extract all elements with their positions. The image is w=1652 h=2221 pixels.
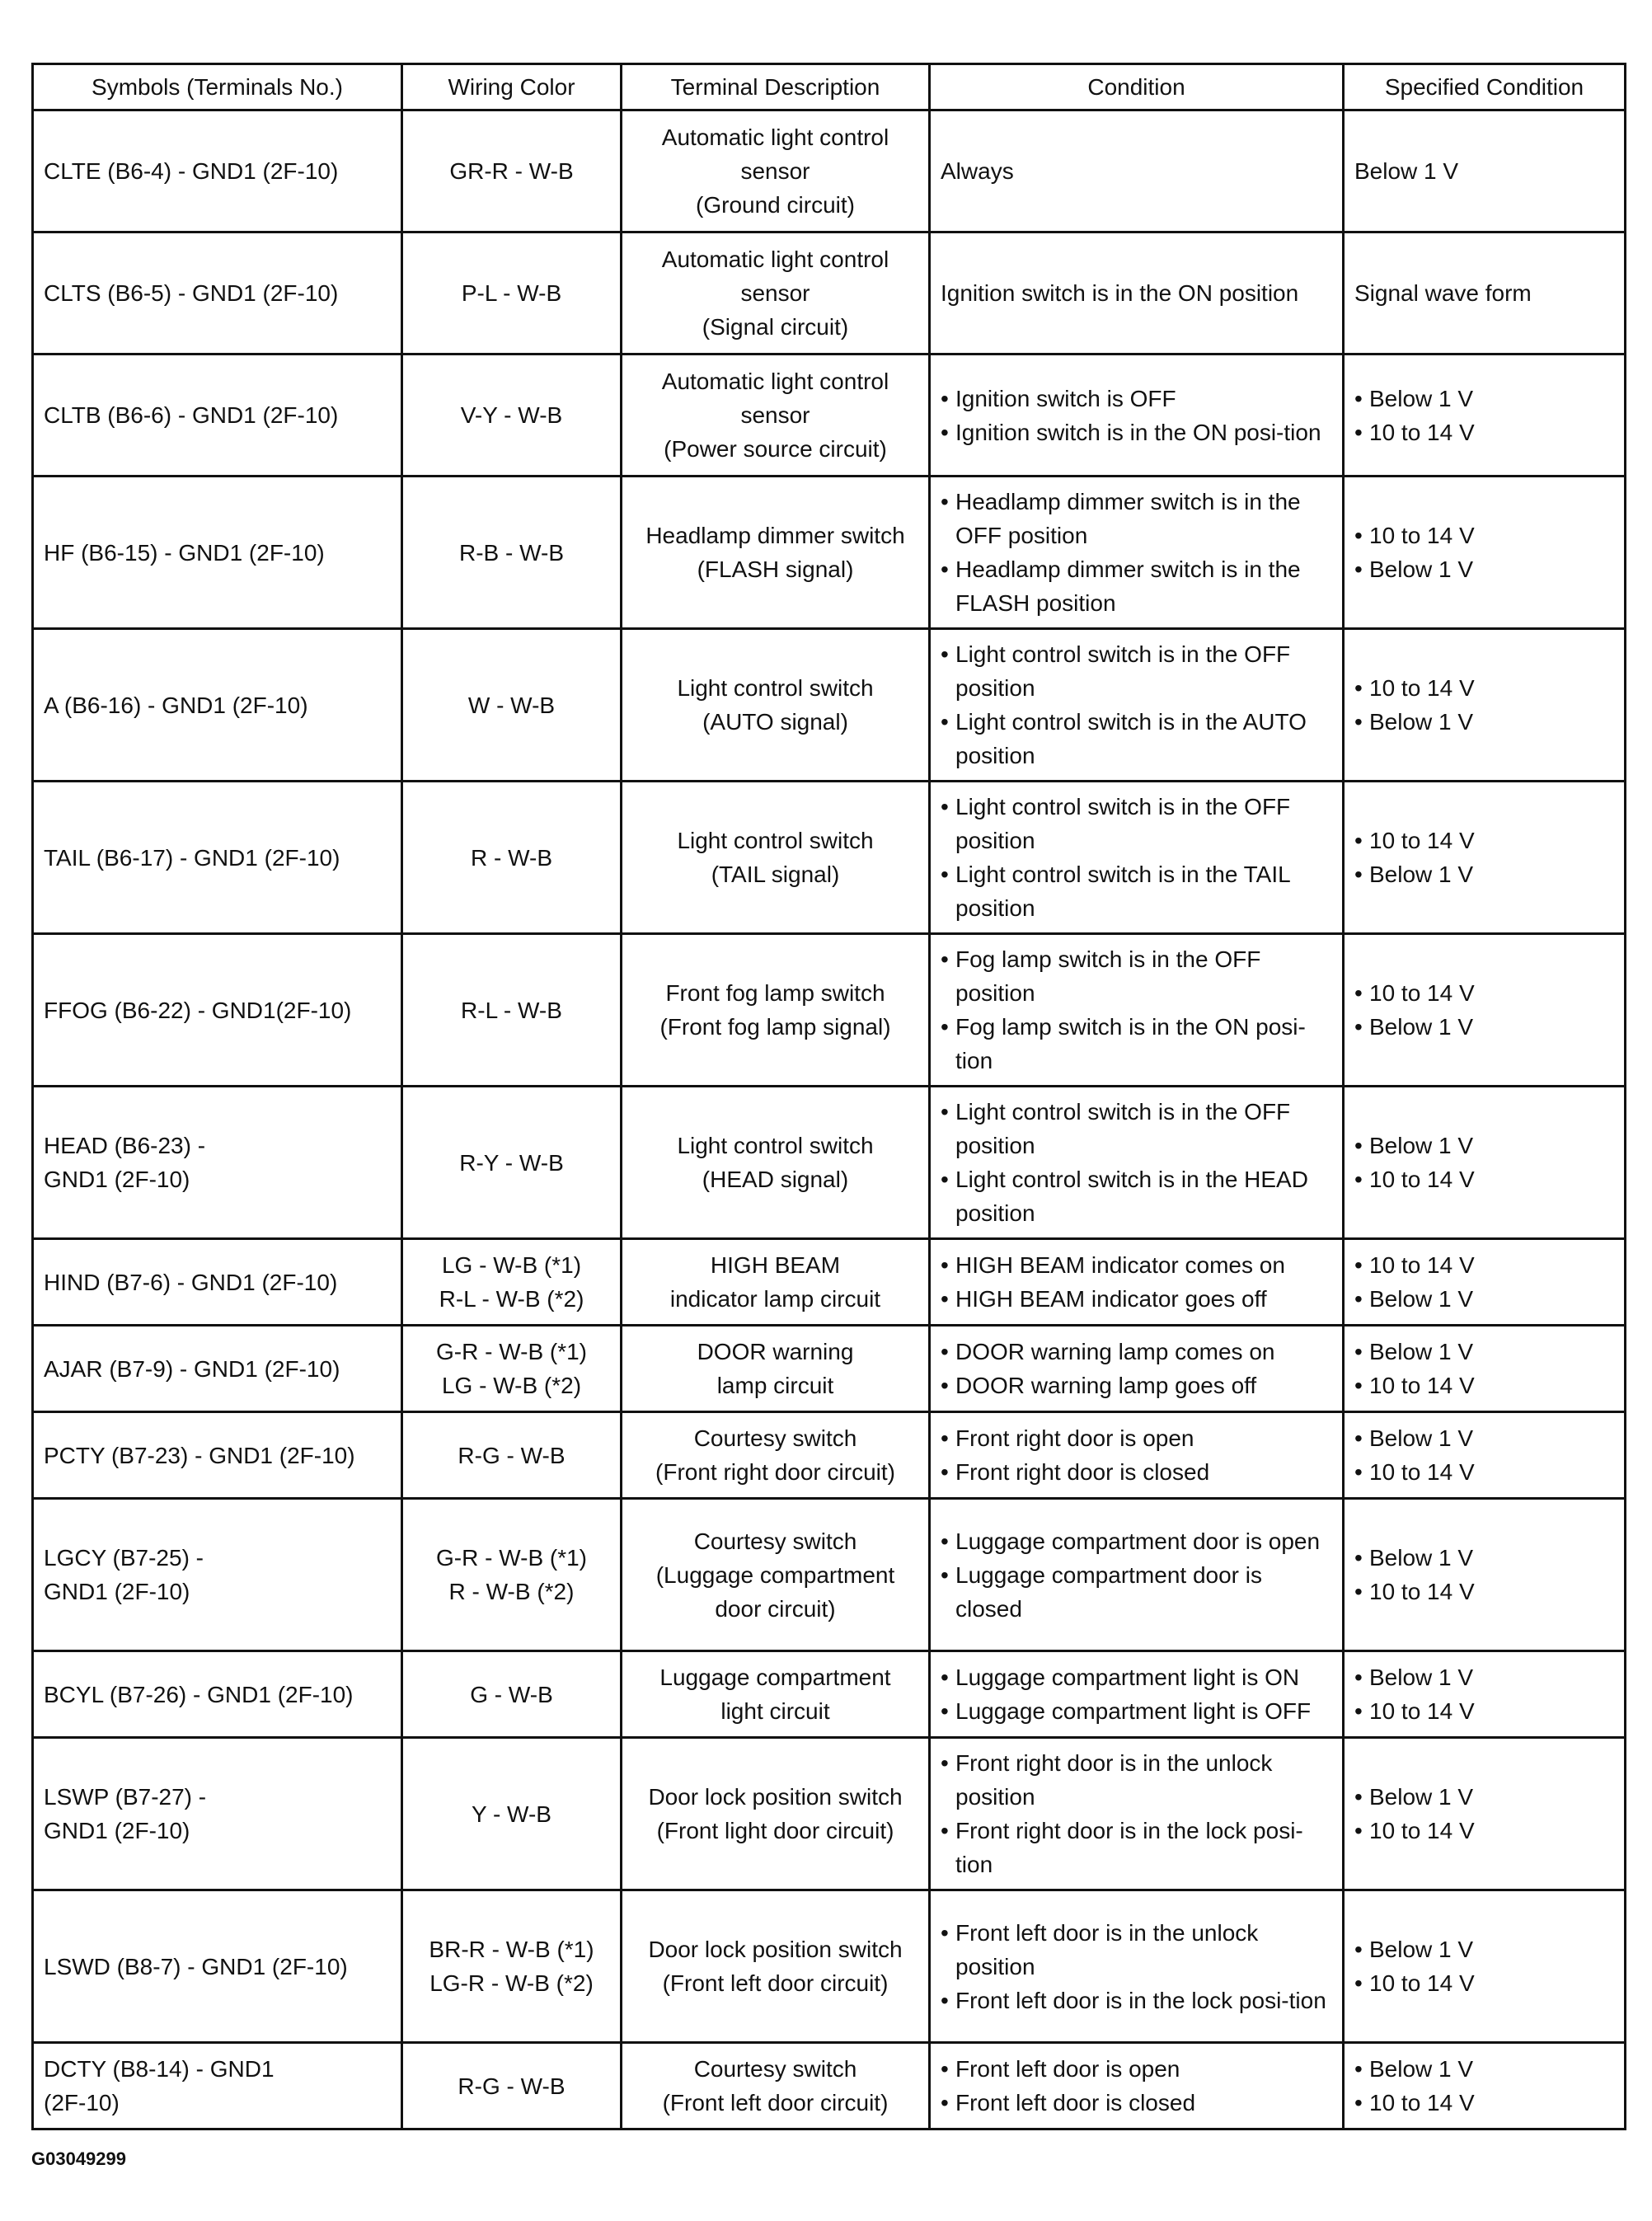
bullet-list (1354, 1129, 1614, 1196)
bullet-list (1354, 1335, 1614, 1402)
bullet-item: • 10 to 14 V (1354, 1162, 1614, 1196)
wiring-color-cell (402, 2043, 622, 2129)
cell-line: R-G - W-B (458, 1442, 566, 1468)
symbol-cell (33, 2043, 402, 2129)
cell-line: indicator lamp circuit (669, 1286, 881, 1312)
bullet-list (941, 382, 1332, 449)
cell-line: CLTB (B6-6) - GND1 (2F-10) (44, 402, 339, 428)
cell-line: GND1 (2F-10) (44, 1167, 190, 1192)
bullet-item: • 10 to 14 V (1354, 1369, 1614, 1402)
table-row (33, 1326, 1626, 1412)
cell-line: (Signal circuit) (702, 314, 849, 340)
bullet-item: • Front right door is in the lock posi-tion (941, 1814, 1332, 1881)
cell-line: LGCY (B7-25) - (44, 1545, 204, 1571)
cell-line: HF (B6-15) - GND1 (2F-10) (44, 539, 325, 566)
bullet-list (941, 637, 1332, 772)
symbol-cell (33, 1326, 402, 1412)
specified-condition-cell (1344, 1239, 1626, 1326)
cell-line: PCTY (B7-23) - GND1 (2F-10) (44, 1442, 355, 1468)
bullet-item: • Light control switch is in the OFF position (941, 1095, 1332, 1162)
cell-line: LSWD (B8-7) - GND1 (2F-10) (44, 1953, 348, 1979)
terminal-description-cell (622, 934, 930, 1087)
terminal-description-cell (622, 355, 930, 477)
figure-code: G03049299 (31, 2148, 126, 2169)
cell-line: GND1 (2F-10) (44, 1579, 190, 1604)
terminal-description-cell (622, 1651, 930, 1738)
table-row (33, 629, 1626, 782)
bullet-item: • Below 1 V (1354, 2052, 1614, 2086)
cell-line: DCTY (B8-14) - GND1 (44, 2056, 275, 2082)
condition-cell (930, 477, 1344, 629)
terminal-description-cell (622, 1499, 930, 1651)
table-row (33, 1890, 1626, 2043)
bullet-list (1354, 1248, 1614, 1316)
header-terminal-description: Terminal Description (622, 64, 930, 110)
cell-line: Light control switch (677, 1133, 874, 1158)
bullet-list (1354, 1541, 1614, 1608)
cell-line: R-L - W-B (461, 997, 562, 1023)
bullet-list (1354, 976, 1614, 1044)
bullet-item: • Light control switch is in the OFF position (941, 790, 1332, 857)
bullet-item: • Below 1 V (1354, 1541, 1614, 1575)
cell-line: sensor (740, 280, 810, 306)
cell-line: (Front left door circuit) (662, 2090, 889, 2115)
bullet-item: • Below 1 V (1354, 1282, 1614, 1316)
bullet-list (941, 1746, 1332, 1881)
bullet-item: • Below 1 V (1354, 1010, 1614, 1044)
cell-line: G - W-B (470, 1681, 553, 1707)
bullet-item: • 10 to 14 V (1354, 416, 1614, 449)
cell-line: BR-R - W-B (*1) (429, 1937, 594, 1962)
wiring-color-cell (402, 1738, 622, 1890)
cell-line: G-R - W-B (*1) (435, 1339, 588, 1364)
cell-line: Luggage compartment (659, 1665, 891, 1690)
terminal-description-cell (622, 782, 930, 934)
condition-cell (930, 1087, 1344, 1239)
table-row (33, 232, 1626, 355)
bullet-list (941, 1421, 1332, 1489)
cell-line: (AUTO signal) (702, 709, 848, 735)
specified-condition-cell: Signal wave form (1344, 232, 1626, 355)
bullet-item: • Below 1 V (1354, 705, 1614, 739)
condition-cell (930, 1890, 1344, 2043)
condition-cell (930, 1326, 1344, 1412)
symbol-cell (33, 1651, 402, 1738)
cell-line: R-B - W-B (458, 539, 565, 566)
wiring-color-cell (402, 232, 622, 355)
bullet-item: • Ignition switch is OFF (941, 382, 1332, 416)
condition-cell (930, 2043, 1344, 2129)
bullet-item: • 10 to 14 V (1354, 1455, 1614, 1489)
cell-line: (2F-10) (44, 2090, 120, 2115)
cell-line: Y - W-B (472, 1801, 551, 1827)
condition-cell (930, 1738, 1344, 1890)
table-row (33, 1738, 1626, 1890)
bullet-item: • Front right door is in the unlock position (941, 1746, 1332, 1814)
bullet-item: • 10 to 14 V (1354, 1966, 1614, 2000)
condition-cell (930, 1239, 1344, 1326)
specified-condition-cell (1344, 934, 1626, 1087)
cell-line: BCYL (B7-26) - GND1 (2F-10) (44, 1681, 354, 1707)
bullet-list (941, 1335, 1332, 1402)
cell-line: DOOR warning (697, 1339, 854, 1364)
terminal-description-cell (622, 1326, 930, 1412)
specified-condition-cell (1344, 355, 1626, 477)
condition-cell (930, 1412, 1344, 1499)
bullet-list (941, 1524, 1332, 1626)
wiring-color-cell (402, 1087, 622, 1239)
table-row (33, 934, 1626, 1087)
condition-cell (930, 1499, 1344, 1651)
terminal-description-cell (622, 1087, 930, 1239)
condition-cell (930, 1651, 1344, 1738)
specified-condition-cell: Below 1 V (1344, 110, 1626, 232)
terminal-description-cell (622, 1890, 930, 2043)
bullet-list (1354, 824, 1614, 891)
cell-line: sensor (740, 402, 810, 428)
cell-line: AJAR (B7-9) - GND1 (2F-10) (44, 1355, 340, 1382)
bullet-item: • Front left door is in the unlock position (941, 1916, 1332, 1984)
cell-line: (HEAD signal) (702, 1167, 849, 1192)
bullet-item: • Light control switch is in the OFF position (941, 637, 1332, 705)
terminal-description-cell (622, 1412, 930, 1499)
cell-line: LSWP (B7-27) - (44, 1784, 207, 1810)
bullet-list (941, 1660, 1332, 1728)
bullet-list (1354, 1932, 1614, 2000)
bullet-item: • Below 1 V (1354, 857, 1614, 891)
table-row (33, 1412, 1626, 1499)
cell-line: Courtesy switch (693, 1425, 857, 1451)
bullet-item: • 10 to 14 V (1354, 1575, 1614, 1608)
bullet-item: • Fog lamp switch is in the ON posi-tion (941, 1010, 1332, 1078)
cell-line: GND1 (2F-10) (44, 1818, 190, 1843)
wiring-color-cell (402, 1412, 622, 1499)
cell-line: Courtesy switch (693, 1528, 857, 1554)
bullet-item: • Front left door is in the lock posi-tion (941, 1984, 1332, 2017)
wiring-color-cell (402, 1890, 622, 2043)
specified-condition-cell (1344, 1738, 1626, 1890)
table-body (33, 110, 1626, 2129)
cell-line: FFOG (B6-22) - GND1(2F-10) (44, 997, 352, 1023)
symbol-cell (33, 355, 402, 477)
symbol-cell (33, 1499, 402, 1651)
wiring-color-cell (402, 1651, 622, 1738)
cell-line: Door lock position switch (648, 1784, 903, 1810)
bullet-list (941, 1095, 1332, 1230)
bullet-item: • HIGH BEAM indicator comes on (941, 1248, 1332, 1282)
bullet-item: • Front left door is open (941, 2052, 1332, 2086)
bullet-list (1354, 2052, 1614, 2120)
table-row (33, 1087, 1626, 1239)
cell-line: (Front right door circuit) (655, 1459, 895, 1485)
specified-condition-cell (1344, 629, 1626, 782)
condition-cell (930, 629, 1344, 782)
cell-line: Automatic light control (661, 124, 889, 150)
cell-line: R - W-B (470, 844, 553, 871)
bullet-item: • Front right door is open (941, 1421, 1332, 1455)
cell-line: Front fog lamp switch (665, 980, 885, 1006)
cell-line: TAIL (B6-17) - GND1 (2F-10) (44, 844, 340, 871)
cell-line: A (B6-16) - GND1 (2F-10) (44, 692, 308, 718)
bullet-item: • Below 1 V (1354, 1335, 1614, 1369)
cell-line: R-Y - W-B (459, 1149, 564, 1176)
cell-line: Automatic light control (661, 369, 889, 394)
cell-line: door circuit) (715, 1595, 836, 1622)
bullet-item: • Below 1 V (1354, 1421, 1614, 1455)
wiring-color-cell (402, 782, 622, 934)
bullet-list (941, 942, 1332, 1078)
bullet-list (941, 1916, 1332, 2017)
header-row (33, 64, 1626, 110)
cell-line: LG - W-B (*1) (441, 1252, 582, 1278)
specified-condition-cell (1344, 1412, 1626, 1499)
bullet-list (1354, 1780, 1614, 1848)
cell-line: LG-R - W-B (*2) (429, 1970, 594, 1996)
bullet-item: • Below 1 V (1354, 1932, 1614, 1966)
specified-condition-cell (1344, 477, 1626, 629)
wiring-color-cell (402, 355, 622, 477)
bullet-list (1354, 671, 1614, 739)
bullet-item: • 10 to 14 V (1354, 976, 1614, 1010)
terminal-description-cell (622, 1239, 930, 1326)
specified-condition-cell (1344, 1499, 1626, 1651)
bullet-item: • Below 1 V (1354, 1129, 1614, 1162)
cell-line: light circuit (720, 1698, 830, 1724)
symbol-cell (33, 1087, 402, 1239)
bullet-item: • Light control switch is in the TAIL position (941, 857, 1332, 925)
cell-line: V-Y - W-B (460, 402, 563, 428)
bullet-list (941, 1248, 1332, 1316)
terminal-description-cell (622, 2043, 930, 2129)
symbol-cell (33, 1412, 402, 1499)
cell-line: GR-R - W-B (449, 158, 574, 184)
cell-line: (Ground circuit) (696, 192, 855, 218)
wiring-color-cell (402, 629, 622, 782)
specified-condition-cell (1344, 1651, 1626, 1738)
cell-line: (FLASH signal) (697, 556, 854, 582)
condition-cell: Always (930, 110, 1344, 232)
header-symbols: Symbols (Terminals No.) (33, 64, 402, 110)
cell-line: lamp circuit (716, 1373, 834, 1398)
table-row (33, 355, 1626, 477)
symbol-cell (33, 629, 402, 782)
table-row (33, 1651, 1626, 1738)
bullet-item: • 10 to 14 V (1354, 824, 1614, 857)
cell-line: CLTE (B6-4) - GND1 (2F-10) (44, 158, 339, 184)
cell-line: LG - W-B (*2) (441, 1373, 582, 1398)
condition-cell (930, 355, 1344, 477)
cell-line: (Front left door circuit) (662, 1970, 889, 1996)
cell-line: Automatic light control (661, 247, 889, 272)
cell-line: W - W-B (467, 692, 556, 718)
symbol-cell (33, 477, 402, 629)
table-row (33, 782, 1626, 934)
table-row (33, 477, 1626, 629)
bullet-list (941, 485, 1332, 620)
symbol-cell (33, 1239, 402, 1326)
symbol-cell (33, 1738, 402, 1890)
wiring-color-cell (402, 1326, 622, 1412)
bullet-list (1354, 382, 1614, 449)
bullet-list (1354, 1421, 1614, 1489)
cell-line: P-L - W-B (461, 280, 562, 306)
bullet-item: • 10 to 14 V (1354, 1814, 1614, 1848)
terminal-description-cell (622, 232, 930, 355)
specified-condition-cell (1344, 1890, 1626, 2043)
cell-line: Courtesy switch (693, 2056, 857, 2082)
table-row (33, 2043, 1626, 2129)
bullet-item: • Light control switch is in the HEAD position (941, 1162, 1332, 1230)
cell-line: CLTS (B6-5) - GND1 (2F-10) (44, 280, 339, 306)
bullet-list (1354, 519, 1614, 586)
header-wiring-color: Wiring Color (402, 64, 622, 110)
bullet-item: • 10 to 14 V (1354, 671, 1614, 705)
bullet-item: • 10 to 14 V (1354, 1694, 1614, 1728)
bullet-item: • Luggage compartment light is OFF (941, 1694, 1332, 1728)
bullet-item: • Fog lamp switch is in the OFF position (941, 942, 1332, 1010)
specified-condition-cell (1344, 782, 1626, 934)
wiring-color-cell (402, 1499, 622, 1651)
cell-line: G-R - W-B (*1) (435, 1545, 588, 1571)
terminal-description-cell (622, 110, 930, 232)
bullet-item: • Below 1 V (1354, 382, 1614, 416)
condition-cell (930, 782, 1344, 934)
header-specified-condition: Specified Condition (1344, 64, 1626, 110)
bullet-item: • DOOR warning lamp comes on (941, 1335, 1332, 1369)
bullet-item: • HIGH BEAM indicator goes off (941, 1282, 1332, 1316)
cell-line: (TAIL signal) (711, 862, 840, 887)
bullet-item: • Luggage compartment door is open (941, 1524, 1332, 1558)
bullet-item: • DOOR warning lamp goes off (941, 1369, 1332, 1402)
specified-condition-cell (1344, 2043, 1626, 2129)
table-row (33, 110, 1626, 232)
cell-line: R-G - W-B (458, 2073, 566, 2099)
cell-line: (Front fog lamp signal) (659, 1014, 891, 1040)
bullet-item: • Luggage compartment door is closed (941, 1558, 1332, 1626)
bullet-item: • Below 1 V (1354, 552, 1614, 586)
cell-line: (Power source circuit) (664, 436, 887, 462)
table-row (33, 1239, 1626, 1326)
cell-line: (Luggage compartment (655, 1561, 895, 1588)
cell-line: Light control switch (677, 828, 874, 853)
bullet-item: • Headlamp dimmer switch is in the OFF position (941, 485, 1332, 552)
bullet-item: • 10 to 14 V (1354, 519, 1614, 552)
terminal-description-cell (622, 629, 930, 782)
symbol-cell (33, 934, 402, 1087)
bullet-list (941, 790, 1332, 925)
cell-line: R-L - W-B (*2) (439, 1286, 584, 1312)
wiring-color-cell (402, 477, 622, 629)
header-condition: Condition (930, 64, 1344, 110)
cell-line: (Front light door circuit) (656, 1818, 894, 1843)
bullet-item: • Below 1 V (1354, 1660, 1614, 1694)
wiring-color-cell (402, 934, 622, 1087)
cell-line: HIGH BEAM (710, 1252, 841, 1278)
cell-line: sensor (740, 158, 810, 184)
bullet-item: • 10 to 14 V (1354, 1248, 1614, 1282)
bullet-item: • Front right door is closed (941, 1455, 1332, 1489)
bullet-item: • Luggage compartment light is ON (941, 1660, 1332, 1694)
cell-line: Headlamp dimmer switch (645, 523, 905, 548)
bullet-item: • Ignition switch is in the ON posi-tion (941, 416, 1332, 449)
specified-condition-cell (1344, 1087, 1626, 1239)
condition-cell: Ignition switch is in the ON position (930, 232, 1344, 355)
cell-line: HEAD (B6-23) - (44, 1133, 206, 1158)
symbol-cell (33, 782, 402, 934)
table-row (33, 1499, 1626, 1651)
bullet-item: • Front left door is closed (941, 2086, 1332, 2120)
terminal-description-cell (622, 1738, 930, 1890)
bullet-item: • Light control switch is in the AUTO position (941, 705, 1332, 772)
symbol-cell (33, 110, 402, 232)
condition-cell (930, 934, 1344, 1087)
bullet-item: • Below 1 V (1354, 1780, 1614, 1814)
cell-line: Light control switch (677, 675, 874, 701)
wiring-color-cell (402, 1239, 622, 1326)
bullet-list (1354, 1660, 1614, 1728)
symbol-cell (33, 232, 402, 355)
bullet-list (941, 2052, 1332, 2120)
wiring-color-cell (402, 110, 622, 232)
cell-line: R - W-B (*2) (448, 1579, 575, 1604)
specified-condition-cell (1344, 1326, 1626, 1412)
terminal-spec-table (31, 63, 1626, 2130)
cell-line: Door lock position switch (648, 1937, 903, 1962)
bullet-item: • Headlamp dimmer switch is in the FLASH position (941, 552, 1332, 620)
symbol-cell (33, 1890, 402, 2043)
cell-line: HIND (B7-6) - GND1 (2F-10) (44, 1269, 338, 1295)
bullet-item: • 10 to 14 V (1354, 2086, 1614, 2120)
terminal-description-cell (622, 477, 930, 629)
